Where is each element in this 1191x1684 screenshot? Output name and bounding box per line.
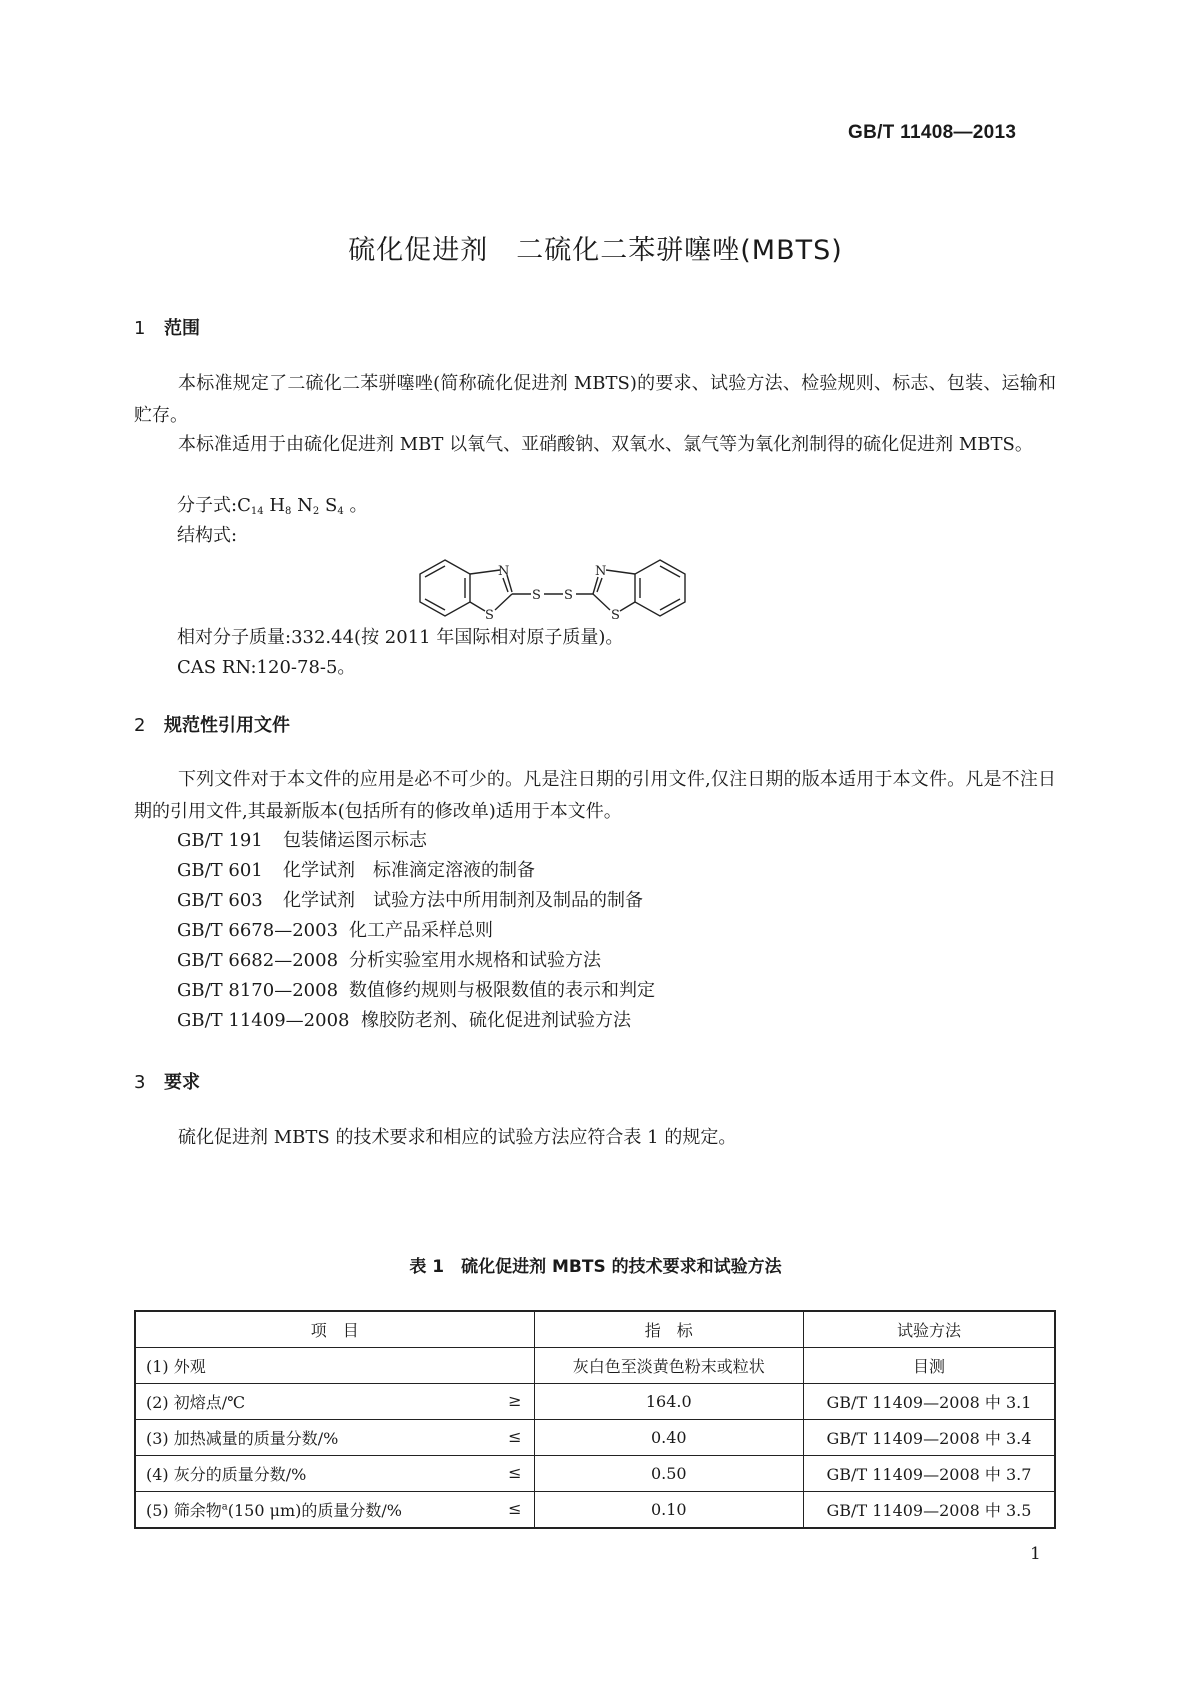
reference-item [177,855,535,887]
method-cell: GB/T 11409—2008 中 3.5 [803,1492,1055,1529]
atom-label-s-ring-left: S [485,608,494,623]
column-header-item: 项 目 [135,1311,534,1348]
item-label: (1) 外观 [146,1357,206,1376]
spec-cell: 灰白色至淡黄色粉末或粒状 [534,1348,803,1384]
atom-label-s-ring-right: S [611,608,620,623]
requirements-paragraph: 硫化促进剂 MBTS 的技术要求和相应的试验方法应符合表 1 的规定。 [178,1127,737,1148]
section-number: 2 [134,715,146,736]
cas-number: CAS RN:120-78-5。 [177,657,356,678]
formula-subscript: 14 [250,506,264,517]
atom-label-s-bridge-right: S [564,588,573,603]
reference-item [177,885,643,917]
spec-cell: 0.50 [534,1456,803,1492]
page-number: 1 [1030,1544,1041,1564]
spec-cell: 0.40 [534,1420,803,1456]
formula-element: H [269,495,286,516]
section-1-heading [134,314,200,340]
atom-label-n-right: N [595,564,607,579]
section-number: 3 [134,1072,146,1093]
section-2-heading [134,711,290,737]
formula-element: N [297,495,313,516]
structure-label: 结构式: [177,525,238,546]
reference-code: GB/T 6678—2003 [177,920,339,941]
table-row [135,1492,1055,1529]
item-label: (2) 初熔点/℃ [146,1393,246,1412]
section-number: 1 [134,318,146,339]
table-row [135,1420,1055,1456]
column-header-method: 试验方法 [803,1311,1055,1348]
formula-subscript: 8 [285,506,292,517]
table-caption: 表 1 硫化促进剂 MBTS 的技术要求和试验方法 [409,1257,782,1277]
reference-code: GB/T 601 [177,860,263,881]
spec-cell: 164.0 [534,1384,803,1420]
item-label-continued: (150 μm)的质量分数/% [227,1501,403,1520]
column-header-spec: 指 标 [534,1311,803,1348]
reference-item [177,1005,631,1037]
atom-label-s-bridge-left: S [532,588,541,603]
reference-title: 化学试剂 试验方法中所用制剂及制品的制备 [283,890,643,911]
section-3-heading [134,1068,200,1094]
molecular-mass: 相对分子质量:332.44(按 2011 年国际相对原子质量)。 [177,627,624,648]
table-row [135,1384,1055,1420]
formula-end: 。 [349,495,368,516]
footnote-marker: a [221,1501,228,1513]
formula-element: S [325,495,338,516]
formula-subscript: 2 [312,506,320,517]
formula-label: 分子式: [177,495,238,516]
reference-title: 橡胶防老剂、硫化促进剂试验方法 [361,1010,631,1031]
method-cell: GB/T 11409—2008 中 3.4 [803,1420,1055,1456]
section-title: 范围 [164,318,200,339]
table-header-row [135,1311,1055,1348]
method-cell: 目测 [803,1348,1055,1384]
reference-item [177,915,493,947]
table-row [135,1456,1055,1492]
method-cell: GB/T 11409—2008 中 3.1 [803,1384,1055,1420]
requirements-table [134,1310,1056,1529]
method-cell: GB/T 11409—2008 中 3.7 [803,1456,1055,1492]
references-intro: 下列文件对于本文件的应用是必不可少的。凡是注日期的引用文件,仅注日期的版本适用于本文件。凡是不注日期的引用文件,其最新版本(包括所有的修改单)适用于本文件。 [134,769,1056,822]
item-cell [135,1348,534,1384]
item-cell [135,1456,534,1492]
limit-symbol: ≥ [508,1391,522,1410]
scope-paragraph-1: 本标准规定了二硫化二苯骈噻唑(简称硫化促进剂 MBTS)的要求、试验方法、检验规则、标志、包装、运输和贮存。 [134,373,1056,426]
section-title: 规范性引用文件 [164,715,290,736]
reference-code: GB/T 603 [177,890,263,911]
item-cell [135,1492,534,1529]
item-label: (4) 灰分的质量分数/% [146,1465,307,1484]
limit-symbol: ≤ [508,1463,522,1482]
reference-code: GB/T 6682—2008 [177,950,339,971]
item-cell [135,1420,534,1456]
spec-cell: 0.10 [534,1492,803,1529]
limit-symbol: ≤ [508,1499,522,1518]
reference-item [177,945,601,977]
atom-label-n-left: N [498,564,510,579]
formula-subscript: 4 [337,506,344,517]
standard-code: GB/T 11408—2013 [848,122,1017,143]
item-cell [135,1384,534,1420]
document-title: 硫化促进剂 二硫化二苯骈噻唑(MBTS) [348,235,843,266]
item-label: (5) 筛余物 [146,1501,222,1520]
reference-title: 分析实验室用水规格和试验方法 [349,950,601,971]
scope-paragraph-2: 本标准适用于由硫化促进剂 MBT 以氧气、亚硝酸钠、双氧水、氯气等为氧化剂制得的硫化促进剂 MBTS。 [178,434,1033,455]
table-row [135,1348,1055,1384]
limit-symbol: ≤ [508,1427,522,1446]
reference-code: GB/T 11409—2008 [177,1010,350,1031]
reference-code: GB/T 191 [177,830,263,851]
reference-title: 化工产品采样总则 [349,920,493,941]
reference-title: 包装储运图示标志 [283,830,427,851]
reference-item [177,975,655,1007]
formula-element: C [237,495,251,516]
reference-code: GB/T 8170—2008 [177,980,339,1001]
item-label: (3) 加热减量的质量分数/% [146,1429,339,1448]
section-title: 要求 [164,1072,200,1093]
reference-title: 数值修约规则与极限数值的表示和判定 [349,980,655,1001]
reference-title: 化学试剂 标准滴定溶液的制备 [283,860,535,881]
reference-item [177,825,427,857]
